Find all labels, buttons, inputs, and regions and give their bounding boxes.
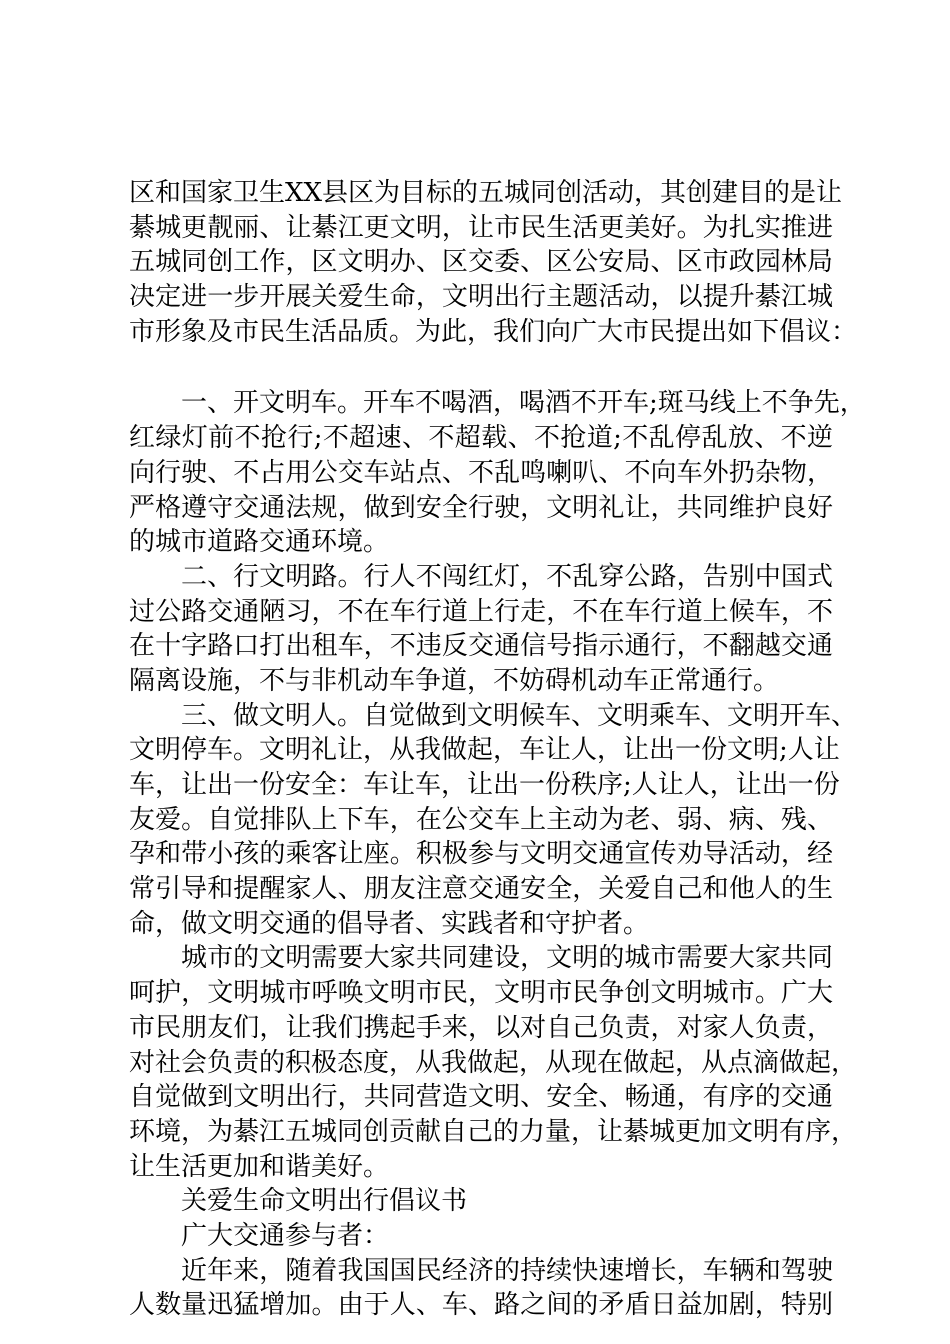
- paragraph-line: 命，做文明交通的倡导者、实践者和守护者。: [129, 908, 650, 939]
- paragraph-line: 三、做文明人。自觉做到文明候车、文明乘车、文明开车、: [181, 700, 858, 731]
- item-one-paragraph: [129, 386, 866, 559]
- paragraph-line: 关爱生命文明出行倡议书: [181, 1186, 468, 1217]
- paragraph-line: 决定进一步开展关爱生命，文明出行主题活动，以提升綦江城: [129, 282, 833, 313]
- paragraph-line: 人数量迅猛增加。由于人、车、路之间的矛盾日益加剧，特别: [129, 1290, 833, 1321]
- paragraph-line: 在十字路口打出租车，不违反交通信号指示通行，不翻越交通: [129, 631, 833, 662]
- paragraph-line: 自觉做到文明出行，共同营造文明、安全、畅通，有序的交通: [129, 1082, 833, 1113]
- paragraph-line: 对社会负责的积极态度，从我做起，从现在做起，从点滴做起，: [129, 1047, 858, 1078]
- paragraph-line: 的城市道路交通环境。: [129, 527, 390, 558]
- paragraph-line: 市形象及市民生活品质。为此，我们向广大市民提出如下倡议：: [129, 316, 858, 347]
- paragraph-line: 车，让出一份安全：车让车，让出一份秩序;人让人，让出一份: [129, 770, 840, 800]
- proposal-opening-paragraph: [129, 1254, 833, 1323]
- paragraph-line: 常引导和提醒家人、朋友注意交通安全，关爱自己和他人的生: [129, 874, 833, 905]
- paragraph-line: 让生活更加和谐美好。: [129, 1151, 390, 1182]
- paragraph-gap: [129, 349, 833, 386]
- intro-paragraph: [129, 176, 858, 349]
- salutation: [129, 1219, 833, 1254]
- paragraph-line: 綦城更靓丽、让綦江更文明，让市民生活更美好。为扎实推进: [129, 212, 833, 243]
- paragraph-line: 红绿灯前不抢行;不超速、不超载、不抢道;不乱停乱放、不逆: [129, 423, 833, 454]
- item-three-paragraph: [129, 699, 858, 942]
- paragraph-line: 严格遵守交通法规，做到安全行驶，文明礼让，共同维护良好: [129, 492, 833, 523]
- closing-paragraph: [129, 941, 858, 1184]
- proposal-title: [129, 1184, 833, 1219]
- item-two-paragraph: [129, 560, 833, 699]
- paragraph-line: 区和国家卫生XX县区为目标的五城同创活动，其创建目的是让: [129, 178, 843, 208]
- paragraph-line: 向行驶、不占用公交车站点、不乱鸣喇叭、不向车外扔杂物，: [129, 457, 833, 488]
- paragraph-line: 五城同创工作，区文明办、区交委、区公安局、区市政园林局: [129, 247, 833, 278]
- document-body: [129, 176, 866, 1323]
- paragraph-line: 一、开文明车。开车不喝酒，喝酒不开车;斑马线上不争先，: [181, 388, 866, 419]
- paragraph-line: 广大交通参与者：: [181, 1220, 390, 1251]
- paragraph-line: 友爱。自觉排队上下车，在公交车上主动为老、弱、病、残、: [129, 804, 833, 835]
- paragraph-line: 隔离设施，不与非机动车争道，不妨碍机动车正常通行。: [129, 665, 780, 696]
- paragraph-line: 市民朋友们，让我们携起手来，以对自己负责，对家人负责，: [129, 1012, 833, 1043]
- paragraph-line: 呵护，文明城市呼唤文明市民，文明市民争创文明城市。广大: [129, 978, 833, 1009]
- paragraph-line: 孕和带小孩的乘客让座。积极参与文明交通宣传劝导活动，经: [129, 839, 833, 870]
- paragraph-line: 城市的文明需要大家共同建设，文明的城市需要大家共同: [181, 943, 833, 974]
- paragraph-line: 近年来，随着我国国民经济的持续快速增长，车辆和驾驶: [181, 1255, 833, 1286]
- paragraph-line: 文明停车。文明礼让，从我做起，车让人，让出一份文明;人让: [129, 735, 840, 766]
- paragraph-line: 过公路交通陋习，不在车行道上行走，不在车行道上候车，不: [129, 596, 833, 627]
- paragraph-line: 二、行文明路。行人不闯红灯，不乱穿公路，告别中国式: [181, 561, 833, 592]
- paragraph-line: 环境，为綦江五城同创贡献自己的力量，让綦城更加文明有序，: [129, 1116, 858, 1147]
